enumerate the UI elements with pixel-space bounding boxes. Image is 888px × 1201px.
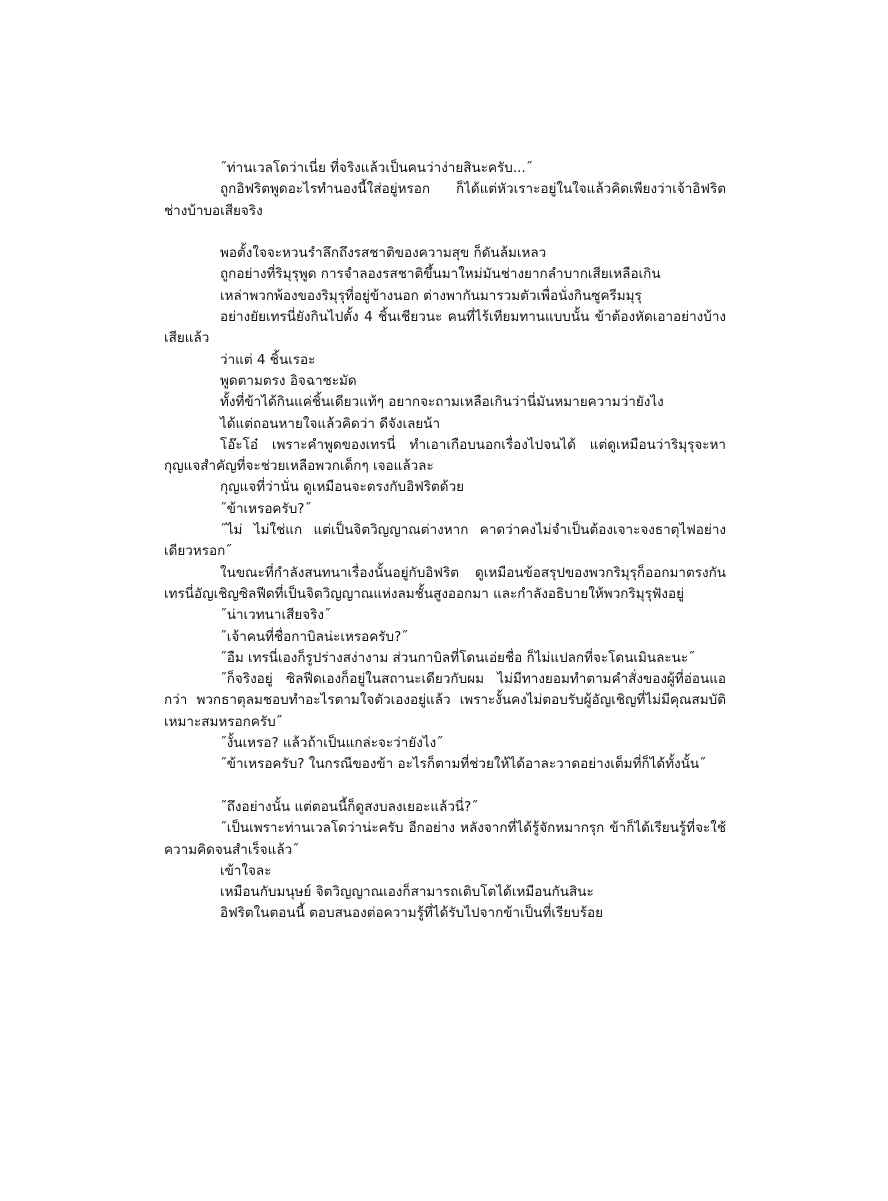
- paragraph: พอตั้งใจจะหวนรำลึกถึงรสชาติของความสุข ก็ดันล้มเหลว: [220, 245, 547, 262]
- paragraph: อย่างยัยเทรนี่ยังกินไปตั้ง 4 ชิ้นเชียวนะ คนที่ไร้เทียมทานแบบนั้น ข้าต้องหัดเอาอย่างบ้างเสียแล้ว: [164, 309, 726, 347]
- paragraph: ˝ข้าเหรอครับ? ในกรณีของข้า อะไรก็ตามที่ช่วยให้ได้อาละวาดอย่างเต็มที่ก็ได้ทั้งนั้น˝: [220, 756, 706, 773]
- paragraph: อิฟริตในตอนนี้ ตอบสนองต่อความรู้ที่ได้รับไปจากข้าเป็นที่เรียบร้อย: [220, 905, 603, 922]
- blank-line: [164, 776, 726, 797]
- paragraph: โอ๊ะโอ๋ เพราะคำพูดของเทรนี่ ทำเอาเกือบนอกเรื่องไปจนได้ แต่ดูเหมือนว่าริมุรุจะหากุญแจสำคัญที่จะช่วยเหลือพวกเด็กๆ เจอแล้วละ: [164, 436, 726, 475]
- paragraph: ˝เป็นเพราะท่านเวลโดว่าน่ะครับ อีกอย่าง หลังจากที่ได้รู้จักหมากรุก ข้าก็ได้เรียนรู้ที่จะใช้ความคิดจนสำเร็จแล้ว˝: [164, 820, 726, 858]
- paragraph: ถูกอิฟริตพูดอะไรทำนองนี้ใส่อยู่หรอก ก็ได้แต่หัวเราะอยู่ในใจแล้วคิดเพียงว่าเจ้าอิฟริตช่างบ้าบอเสียจริง: [164, 181, 726, 219]
- paragraph: ˝ข้าเหรอครับ?˝: [220, 500, 312, 517]
- paragraph: ˝ก็จริงอยู่ ซิลฟีดเองก็อยู่ในสถานะเดียวกับผม ไม่มีทางยอมทำตามคำสั่งของผู้ที่อ่อนแอกว่า พวกธาตุลมชอบทำอะไรตามใจตัวเองอยู่แล้ว เพราะงั้นคงไม่ตอบรับผู้อัญเชิญที่ไม่มีคุณสมบัติเหมาะสมหรอกครับ˝: [164, 671, 726, 730]
- paragraph: ˝ท่านเวลโดว่าเนี่ย ที่จริงแล้วเป็นคนว่าง่ายสินะครับ...˝: [220, 160, 533, 176]
- paragraph: ˝น่าเวทนาเสียจริง˝: [220, 607, 331, 624]
- paragraph: เหล่าพวกพ้องของริมุรุที่อยู่ข้างนอก ต่างพากันมารวมตัวเพื่อนั่งกินซูครีมมุรุ: [220, 287, 642, 304]
- paragraph: ถูกอย่างที่ริมุรุพูด การจำลองรสชาติขึ้นมาใหม่มันช่างยากลำบากเสียเหลือเกิน: [220, 266, 661, 283]
- paragraph: ˝ไม่ ไม่ใช่แก แต่เป็นจิตวิญญาณต่างหาก คาดว่าคงไม่จำเป็นต้องเจาะจงธาตุไฟอย่างเดียวหรอก˝: [164, 522, 726, 560]
- paragraph: ทั้งที่ข้าได้กินแค่ชิ้นเดียวแท้ๆ อยากจะถามเหลือเกินว่านี่มันหมายความว่ายังไง: [220, 394, 664, 411]
- text-body: [164, 158, 726, 925]
- paragraph: ว่าแต่ 4 ชิ้นเรอะ: [220, 351, 316, 368]
- paragraph: ในขณะที่กำลังสนทนาเรื่องนั้นอยู่กับอิฟริต ดูเหมือนข้อสรุปของพวกริมุรุก็ออกมาตรงกัน เทรนี่อัญเชิญซิลฟีดที่เป็นจิตวิญญาณแห่งลมชั้นสูงออกมา และกำลังอธิบายให้พวกริมุรุฟังอยู่: [164, 564, 726, 602]
- paragraph: เหมือนกับมนุษย์ จิตวิญญาณเองก็สามารถเติบโตได้เหมือนกันสินะ: [220, 884, 594, 901]
- paragraph: ได้แต่ถอนหายใจแล้วคิดว่า ดีจังเลยน้า: [220, 415, 441, 432]
- paragraph: ˝เจ้าคนที่ชื่อกาบิลน่ะเหรอครับ?˝: [220, 628, 408, 645]
- blank-line: [164, 222, 726, 243]
- paragraph: กุญแจที่ว่านั่น ดูเหมือนจะตรงกับอิฟริตด้วย: [220, 479, 465, 496]
- paragraph: พูดตามตรง อิจฉาชะมัด: [220, 372, 357, 389]
- paragraph: ˝อืม เทรนี่เองก็รูปร่างสง่างาม ส่วนกาบิลที่โดนเอ่ยชื่อ ก็ไม่แปลกที่จะโดนเมินละนะ˝: [220, 649, 695, 666]
- paragraph: ˝งั้นเหรอ? แล้วถ้าเป็นแกล่ะจะว่ายังไง˝: [220, 735, 443, 752]
- paragraph: เข้าใจละ: [220, 862, 272, 879]
- paragraph: ˝ถึงอย่างนั้น แต่ตอนนี้ก็ดูสงบลงเยอะแล้วนี่?˝: [220, 798, 479, 815]
